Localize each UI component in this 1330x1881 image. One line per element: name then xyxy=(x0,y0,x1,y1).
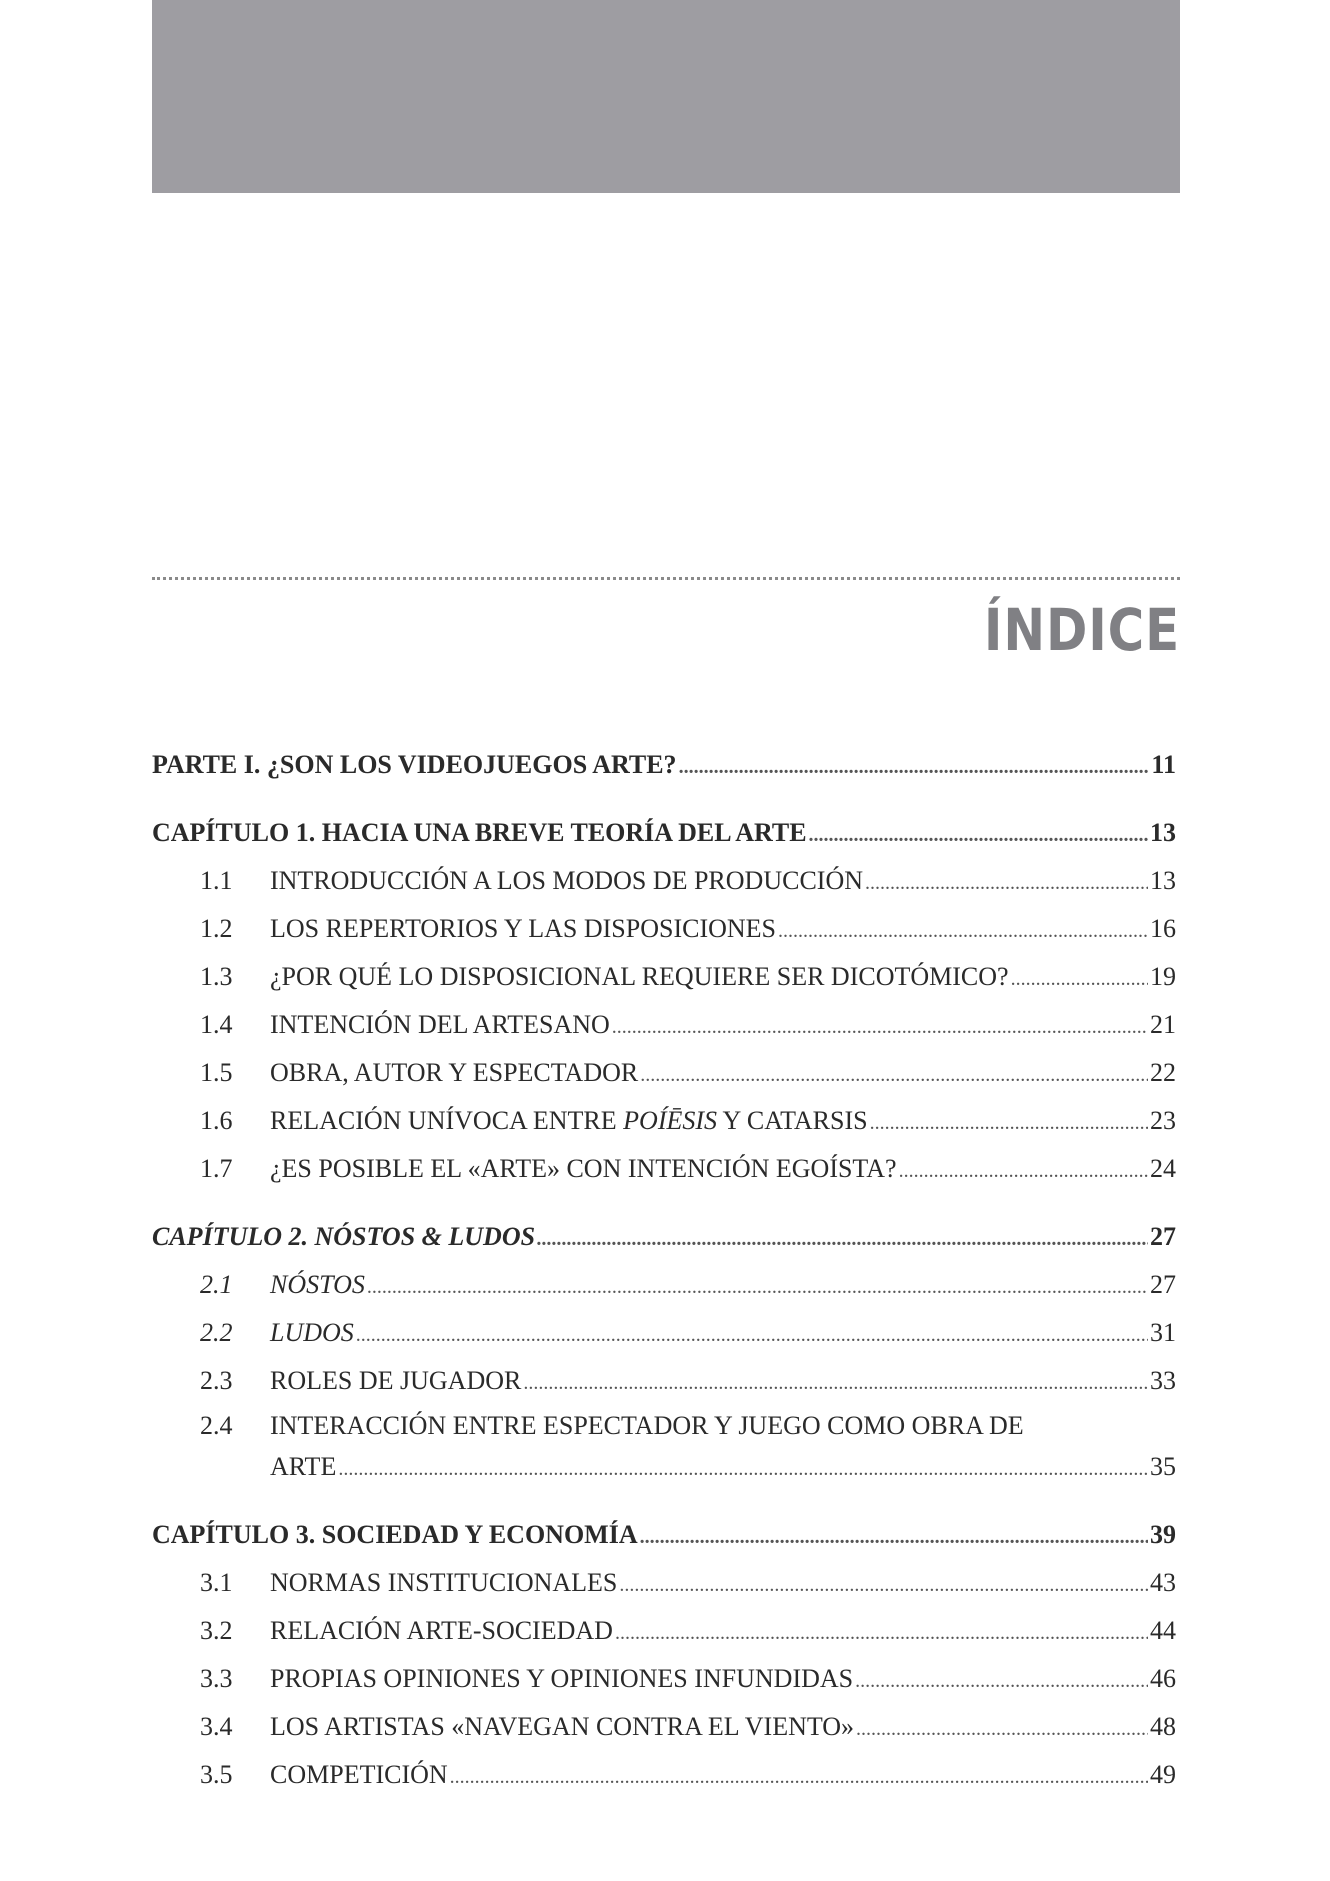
toc-entry-page: 21 xyxy=(1150,1010,1176,1039)
toc-entry-1-7[interactable] xyxy=(152,1146,1176,1194)
toc-entry-label-line1: INTERACCIÓN ENTRE ESPECTADOR Y JUEGO COMO OBRA DE xyxy=(270,1411,1024,1440)
toc-entry-label-part: RELACIÓN UNÍVOCA ENTRE xyxy=(270,1106,624,1135)
toc-entry-page: 39 xyxy=(1150,1520,1176,1549)
section-number: 3.3 xyxy=(200,1664,233,1693)
section-number: 3.4 xyxy=(200,1712,233,1741)
toc-entry-label: INTRODUCCIÓN A LOS MODOS DE PRODUCCIÓN xyxy=(270,866,863,895)
toc-entry-label: RELACIÓN ARTE-SOCIEDAD xyxy=(270,1616,613,1645)
toc-entry-3-4[interactable] xyxy=(152,1704,1176,1752)
dot-leader xyxy=(537,1217,1148,1262)
toc-entry-1-2[interactable] xyxy=(152,906,1176,954)
toc-entry-label: ¿ES POSIBLE EL «ARTE» CON INTENCIÓN EGOÍSTA? xyxy=(270,1154,897,1183)
section-number: 1.1 xyxy=(200,866,233,895)
toc-entry-3-2[interactable] xyxy=(152,1608,1176,1656)
toc-entry-part-1[interactable] xyxy=(152,742,1176,790)
dot-leader xyxy=(855,1659,1148,1704)
toc-entry-label: NÓSTOS xyxy=(270,1270,365,1299)
page-title: ÍNDICE xyxy=(983,596,1180,664)
section-number: 1.7 xyxy=(200,1154,233,1183)
toc-entry-1-1[interactable] xyxy=(152,858,1176,906)
dot-leader xyxy=(856,1707,1148,1752)
toc-entry-label: ¿POR QUÉ LO DISPOSICIONAL REQUIERE SER DICOTÓMICO? xyxy=(270,962,1009,991)
toc-entry-label: PARTE I. ¿SON LOS VIDEOJUEGOS ARTE? xyxy=(152,750,677,779)
section-number: 2.1 xyxy=(200,1270,233,1299)
toc-entry-page: 13 xyxy=(1150,866,1176,895)
toc-entry-1-5[interactable] xyxy=(152,1050,1176,1098)
section-number: 2.2 xyxy=(200,1318,233,1347)
dot-leader xyxy=(809,813,1148,858)
toc-entry-page: 35 xyxy=(1150,1452,1176,1481)
toc-entry-page: 22 xyxy=(1150,1058,1176,1087)
section-number: 1.6 xyxy=(200,1106,233,1135)
toc-entry-page: 13 xyxy=(1150,818,1176,847)
toc-entry-1-6[interactable] xyxy=(152,1098,1176,1146)
section-number: 3.1 xyxy=(200,1568,233,1597)
toc-entry-page: 31 xyxy=(1150,1318,1176,1347)
toc-entry-page: 49 xyxy=(1150,1760,1176,1789)
toc-entry-label xyxy=(270,1098,868,1143)
dot-leader xyxy=(615,1611,1148,1656)
dot-leader xyxy=(640,1515,1148,1560)
toc-entry-page: 46 xyxy=(1150,1664,1176,1693)
dotted-divider xyxy=(152,577,1180,580)
toc-entry-label: PROPIAS OPINIONES Y OPINIONES INFUNDIDAS xyxy=(270,1664,854,1693)
dot-leader xyxy=(338,1447,1148,1492)
toc-entry-page: 16 xyxy=(1150,914,1176,943)
section-number: 1.2 xyxy=(200,914,233,943)
toc-entry-label: LOS REPERTORIOS Y LAS DISPOSICIONES xyxy=(270,914,776,943)
section-number: 2.4 xyxy=(200,1411,233,1440)
dot-leader xyxy=(356,1313,1148,1358)
section-number: 1.5 xyxy=(200,1058,233,1087)
toc-entry-label: COMPETICIÓN xyxy=(270,1760,448,1789)
toc-entry-3-3[interactable] xyxy=(152,1656,1176,1704)
toc-entry-page: 48 xyxy=(1150,1712,1176,1741)
section-number: 3.2 xyxy=(200,1616,233,1645)
toc-entry-2-3[interactable] xyxy=(152,1358,1176,1406)
toc-entry-page: 33 xyxy=(1150,1366,1176,1395)
toc-entry-2-4[interactable] xyxy=(152,1406,1176,1446)
toc-entry-chapter-3[interactable] xyxy=(152,1512,1176,1560)
section-number: 1.3 xyxy=(200,962,233,991)
toc-entry-2-1[interactable] xyxy=(152,1262,1176,1310)
dot-leader xyxy=(679,745,1150,790)
dot-leader xyxy=(367,1265,1148,1310)
toc-entry-1-3[interactable] xyxy=(152,954,1176,1002)
toc-entry-label-italic: POÍĒSIS xyxy=(623,1106,718,1135)
dot-leader xyxy=(1011,957,1148,1002)
toc-entry-page: 27 xyxy=(1150,1222,1176,1251)
dot-leader xyxy=(865,861,1148,906)
toc-entry-page: 19 xyxy=(1150,962,1176,991)
toc-entry-label: CAPÍTULO 1. HACIA UNA BREVE TEORÍA DEL ARTE xyxy=(152,818,807,847)
dot-leader xyxy=(778,909,1148,954)
dot-leader xyxy=(450,1755,1148,1800)
toc-entry-page: 23 xyxy=(1150,1106,1176,1135)
section-number: 2.3 xyxy=(200,1366,233,1395)
toc-entry-page: 44 xyxy=(1150,1616,1176,1645)
toc-entry-label: INTENCIÓN DEL ARTESANO xyxy=(270,1010,610,1039)
toc-entry-label: CAPÍTULO 2. NÓSTOS & LUDOS xyxy=(152,1222,536,1251)
toc-entry-chapter-2[interactable] xyxy=(152,1214,1176,1262)
toc-entry-3-1[interactable] xyxy=(152,1560,1176,1608)
dot-leader xyxy=(612,1005,1148,1050)
toc-entry-label: ROLES DE JUGADOR xyxy=(270,1366,522,1395)
toc-entry-label: CAPÍTULO 3. SOCIEDAD Y ECONOMÍA xyxy=(152,1520,638,1549)
toc-entry-page: 24 xyxy=(1150,1154,1176,1183)
toc-entry-label-line2: ARTE xyxy=(270,1452,337,1481)
section-number: 3.5 xyxy=(200,1760,233,1789)
toc-entry-label: OBRA, AUTOR Y ESPECTADOR xyxy=(270,1058,639,1087)
toc-entry-label: LUDOS xyxy=(270,1318,354,1347)
table-of-contents xyxy=(152,742,1176,1800)
toc-entry-page: 11 xyxy=(1151,750,1176,779)
toc-entry-2-2[interactable] xyxy=(152,1310,1176,1358)
dot-leader xyxy=(899,1149,1148,1194)
dot-leader xyxy=(870,1101,1148,1146)
toc-entry-label: NORMAS INSTITUCIONALES xyxy=(270,1568,618,1597)
toc-entry-page: 43 xyxy=(1150,1568,1176,1597)
toc-entry-2-4-continued[interactable] xyxy=(152,1444,1176,1492)
dot-leader xyxy=(523,1361,1148,1406)
toc-entry-1-4[interactable] xyxy=(152,1002,1176,1050)
header-band xyxy=(152,0,1180,193)
dot-leader xyxy=(640,1053,1148,1098)
toc-entry-label: LOS ARTISTAS «NAVEGAN CONTRA EL VIENTO» xyxy=(270,1712,855,1741)
toc-entry-chapter-1[interactable] xyxy=(152,810,1176,858)
toc-entry-label-part: Y CATARSIS xyxy=(717,1106,868,1135)
toc-entry-3-5[interactable] xyxy=(152,1752,1176,1800)
dot-leader xyxy=(619,1563,1148,1608)
section-number: 1.4 xyxy=(200,1010,233,1039)
toc-entry-page: 27 xyxy=(1150,1270,1176,1299)
